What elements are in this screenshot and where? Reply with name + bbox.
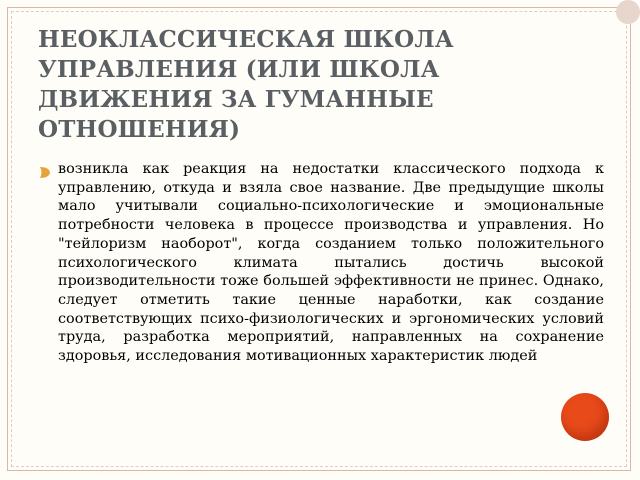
decorative-accent-circle <box>561 393 609 441</box>
bullet-text: возникла как реакция на недостатки классического подхода к управлению, откуда и взяла свое название. Две предыдущие школы мало учитывали социально-психологические и эмоциональные потребности человека в процессе производства и управления. Но "тейлоризм наоборот", когда созданием только положительного психологического климата пытались достичь высокой производительности тоже большей эффективности не принес. Однако, следует отметить такие ценные наработки, как создание соответствующих психо-физиологических и эргономических условий труда, разработка мероприятий, направленных на сохранение здоровья, исследования мотивационных характеристик людей <box>58 161 604 365</box>
decorative-corner-circle <box>616 0 640 24</box>
slide-body <box>38 160 604 366</box>
slide-title: НЕОКЛАССИЧЕСКАЯ ШКОЛА УПРАВЛЕНИЯ (ИЛИ ШКОЛА ДВИЖЕНИЯ ЗА ГУМАННЫЕ ОТНОШЕНИЯ) <box>38 26 454 143</box>
rounded-bullet-icon <box>38 166 51 179</box>
